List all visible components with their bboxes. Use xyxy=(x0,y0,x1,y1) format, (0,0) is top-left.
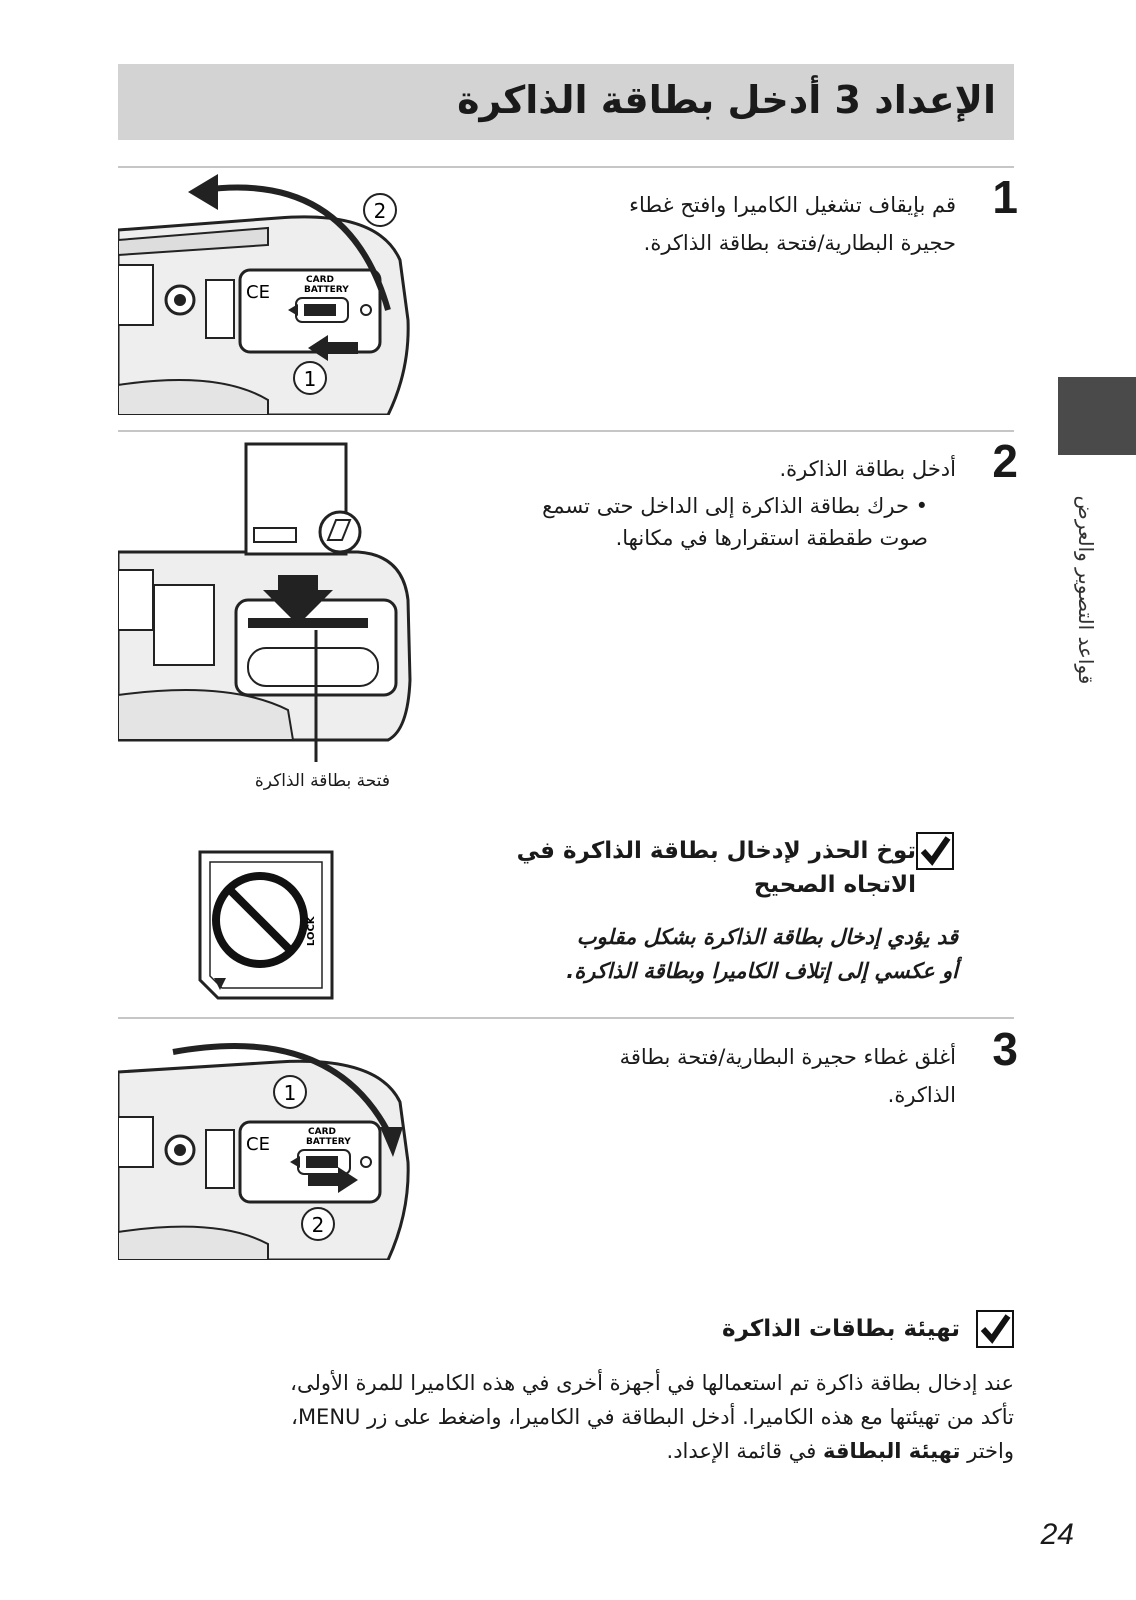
battery-label: BATTERY xyxy=(306,1137,351,1147)
card-slot-caption: فتحة بطاقة الذاكرة xyxy=(254,771,390,791)
check-icon xyxy=(976,1310,1014,1348)
figure-wrong-orientation xyxy=(198,850,334,1000)
divider xyxy=(118,430,1014,432)
section-tab xyxy=(1058,377,1136,455)
step-number: 1 xyxy=(992,171,1018,223)
step-1-text: قم بإيقاف تشغيل الكاميرا وافتح غطاء حجيرة البطارية/فتحة بطاقة الذاكرة. xyxy=(629,193,956,255)
lock-label: LOCK xyxy=(306,916,317,946)
formatting-heading: تهيئة بطاقات الذاكرة xyxy=(722,1316,960,1342)
callout-1: 1 xyxy=(283,1081,297,1105)
page-number: 24 xyxy=(1040,1518,1074,1551)
figure-insert-card xyxy=(118,440,418,765)
callout-2: 2 xyxy=(311,1213,325,1237)
section-label: قواعد التصوير والعرض xyxy=(1074,495,1098,685)
figure-close-cover xyxy=(118,1032,418,1260)
caution-body: قد يؤدي إدخال بطاقة الذاكرة بشكل مقلوب أو عكسي إلى إتلاف الكاميرا وبطاقة الذاكرة. xyxy=(566,925,958,983)
battery-label: BATTERY xyxy=(304,285,349,295)
divider xyxy=(118,1017,1014,1019)
check-icon xyxy=(916,832,954,870)
caution-heading: توخ الحذر لإدخال بطاقة الذاكرة في الاتجاه الصحيح xyxy=(516,838,916,898)
figure-open-cover xyxy=(118,170,418,415)
step-3-text: أغلق غطاء حجيرة البطارية/فتحة بطاقة الذاكرة. xyxy=(619,1045,956,1107)
callout-1: 1 xyxy=(303,367,317,391)
card-label: CARD xyxy=(308,1127,336,1137)
divider xyxy=(118,166,1014,168)
formatting-body: عند إدخال بطاقة ذاكرة تم استعمالها في أجهزة أخرى في هذه الكاميرا للمرة الأولى، تأكد من تهيئتها مع هذه الكاميرا. أدخل البطاقة في الكاميرا، واضغط على زر MENU، واختر تهيئة البطاقة في قائمة الإعداد. xyxy=(290,1371,1014,1463)
title-bar xyxy=(118,64,1014,140)
format-card-menu-item: تهيئة البطاقة xyxy=(823,1439,961,1463)
card-label: CARD xyxy=(306,275,334,285)
callout-2: 2 xyxy=(373,199,387,223)
step-number: 2 xyxy=(992,435,1018,487)
ce-mark: CE xyxy=(246,282,270,303)
ce-mark: CE xyxy=(246,1134,270,1155)
step-number: 3 xyxy=(992,1023,1018,1075)
page-title: الإعداد 3 أدخل بطاقة الذاكرة xyxy=(457,78,996,122)
step-2-text: أدخل بطاقة الذاكرة. xyxy=(779,457,956,481)
step-2-bullet: • حرك بطاقة الذاكرة إلى الداخل حتى تسمع صوت طقطقة استقرارها في مكانها. xyxy=(542,494,928,550)
